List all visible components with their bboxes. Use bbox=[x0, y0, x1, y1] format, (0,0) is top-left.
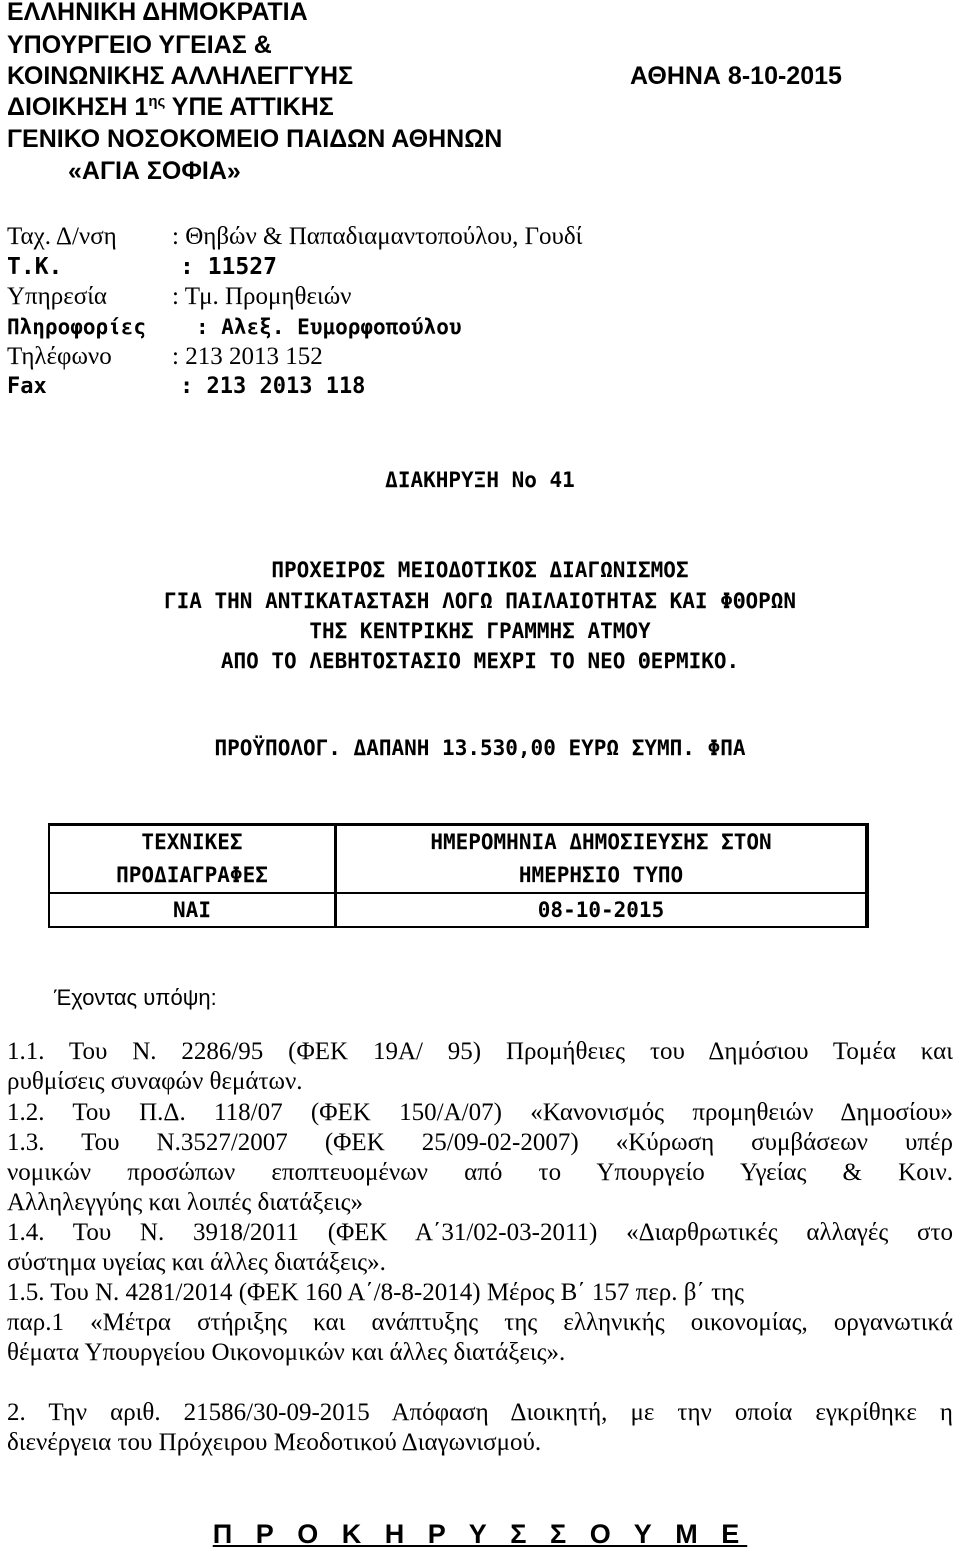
item-2-line-b: διενέργεια του Πρόχειρου Μεοδοτικού Διαγωνισμού. bbox=[7, 1429, 542, 1456]
address-value: : Θηβών & Παπαδιαμαντοπούλου, Γουδί bbox=[172, 223, 583, 250]
header-line-4-sup: ης bbox=[148, 93, 166, 110]
address-label: Ταχ. Δ/νση bbox=[7, 223, 117, 250]
specs-value-col2: 08-10-2015 bbox=[336, 893, 868, 927]
service-value: : Τμ. Προμηθειών bbox=[172, 283, 352, 310]
header-line-5: ΓΕΝΙΚΟ ΝΟΣΟΚΟΜΕΙΟ ΠΑΙΔΩΝ ΑΘΗΝΩΝ bbox=[7, 125, 503, 153]
notice-number: ΔΙΑΚΗΡΥΞΗ Νο 41 bbox=[385, 468, 575, 492]
fax-value: : 213 2013 118 bbox=[180, 374, 366, 399]
info-label: Πληροφορίες bbox=[7, 315, 147, 339]
considering-label: Έχοντας υπόψη: bbox=[54, 985, 217, 1010]
header-line-2: ΥΠΟΥΡΓΕΙΟ ΥΓΕΙΑΣ & bbox=[7, 31, 272, 59]
service-label: Υπηρεσία bbox=[7, 283, 108, 310]
item-2-line-a: 2. Την αριθ. 21586/30-09-2015 Απόφαση Διοικητή, με την οποία εγκρίθηκε η bbox=[7, 1399, 953, 1426]
item-1-4-line-a: 1.4. Του Ν. 3918/2011 (ΦΕΚ Α΄31/02-03-2011) «Διαρθρωτικές αλλαγές στο bbox=[7, 1219, 953, 1246]
item-1-1-line-b: ρυθμίσεις συναφών θεμάτων. bbox=[7, 1068, 303, 1095]
header-line-3: ΚΟΙΝΩΝΙΚΗΣ ΑΛΛΗΛΕΓΓΥΗΣ bbox=[7, 62, 354, 90]
specs-value-col1: ΝΑΙ bbox=[49, 893, 336, 927]
item-1-1-line-a: 1.1. Του Ν. 2286/95 (ΦΕΚ 19Α/ 95) Προμήθειες του Δημόσιου Τομέα και bbox=[7, 1038, 953, 1065]
phone-value: : 213 2013 152 bbox=[172, 343, 323, 370]
specs-header-col2-line1: ΗΜΕΡΟΜΗΝΙΑ ΔΗΜΟΣΙΕΥΣΗΣ ΣΤΟΝ bbox=[430, 830, 772, 854]
header-date: ΑΘΗΝΑ 8-10-2015 bbox=[630, 62, 842, 90]
item-1-5-line-a: 1.5. Του Ν. 4281/2014 (ΦΕΚ 160 Α΄/8-8-2014) Μέρος Β΄ 157 περ. β΄ της bbox=[7, 1279, 745, 1306]
postal-value: : 11527 bbox=[180, 254, 277, 280]
postal-label: Τ.Κ. bbox=[7, 254, 63, 280]
item-1-5-line-b: παρ.1 «Μέτρα στήριξης και ανάπτυξης της ελληνικής οικονομίας, οργανωτικά bbox=[7, 1309, 953, 1336]
specs-header-col1-line2: ΠΡΟΔΙΑΓΡΑΦΕΣ bbox=[116, 863, 268, 887]
item-1-2: 1.2. Του Π.Δ. 118/07 (ΦΕΚ 150/Α/07) «Κανονισμός προμηθειών Δημοσίου» bbox=[7, 1099, 953, 1126]
specs-header-col1 bbox=[49, 825, 336, 894]
specs-header-col2 bbox=[336, 825, 868, 894]
item-1-4-line-b: σύστημα υγείας και άλλες διατάξεις». bbox=[7, 1249, 386, 1276]
notice-title-4: ΑΠΟ ΤΟ ΛΕΒΗΤΟΣΤΑΣΙΟ ΜΕΧΡΙ ΤΟ ΝΕΟ ΘΕΡΜΙΚΟ. bbox=[220, 649, 740, 673]
specs-header-col2-line2: ΗΜΕΡΗΣΙΟ ΤΥΠΟ bbox=[518, 863, 684, 887]
specs-header-col1-line1: ΤΕΧΝΙΚΕΣ bbox=[141, 830, 243, 854]
header-line-4-text: ΔΙΟΙΚΗΣΗ 1 bbox=[7, 93, 149, 121]
header-line-4-rest: ΥΠΕ ΑΤΤΙΚΗΣ bbox=[165, 93, 334, 121]
item-1-5-line-c: θέματα Υπουργείου Οικονομικών και άλλες διατάξεις». bbox=[7, 1339, 566, 1366]
notice-budget: ΠΡΟΫΠΟΛΟΓ. ΔΑΠΑΝΗ 13.530,00 ΕΥΡΩ ΣΥΜΠ. ΦΠΑ bbox=[214, 736, 746, 760]
item-1-3-line-b: νομικών προσώπων εποπτευομένων από το Υπουργείο Υγείας & Κοιν. bbox=[7, 1159, 953, 1186]
notice-title-2: ΓΙΑ ΤΗΝ ΑΝΤΙΚΑΤΑΣΤΑΣΗ ΛΟΓΩ ΠΑΙΛΑΙΟΤΗΤΑΣ ΚΑΙ ΦΘΟΡΩΝ bbox=[163, 589, 797, 613]
specs-table bbox=[48, 823, 869, 928]
item-1-3-line-a: 1.3. Του Ν.3527/2007 (ΦΕΚ 25/09-02-2007) «Κύρωση συμβάσεων υπέρ bbox=[7, 1129, 953, 1156]
info-value: : Αλεξ. Ευμορφοπούλου bbox=[196, 315, 462, 339]
header-line-4 bbox=[7, 92, 334, 126]
fax-label: Fax bbox=[7, 374, 47, 399]
header-line-6: «ΑΓΙΑ ΣΟΦΙΑ» bbox=[68, 157, 241, 185]
header-line-1: ΕΛΛΗΝΙΚΗ ΔΗΜΟΚΡΑΤΙΑ bbox=[7, 0, 308, 26]
proclaim-heading: Π Ρ Ο Κ Η Ρ Υ Σ Σ Ο Υ Μ Ε bbox=[212, 1519, 748, 1549]
phone-label: Τηλέφωνο bbox=[7, 343, 112, 370]
item-1-3-line-c: Αλληλεγγύης και λοιπές διατάξεις» bbox=[7, 1189, 364, 1216]
notice-title-1: ΠΡΟΧΕΙΡΟΣ ΜΕΙΟΔΟΤΙΚΟΣ ΔΙΑΓΩΝΙΣΜΟΣ bbox=[271, 558, 689, 582]
notice-title-3: ΤΗΣ ΚΕΝΤΡΙΚΗΣ ΓΡΑΜΜΗΣ ΑΤΜΟΥ bbox=[309, 619, 651, 643]
